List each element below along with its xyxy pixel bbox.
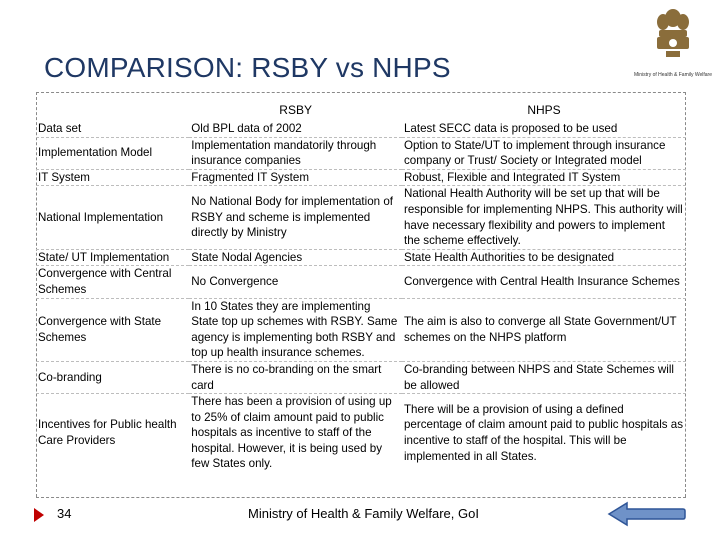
rsby-cell: No Convergence [189,266,402,298]
rsby-cell: State Nodal Agencies [189,249,402,266]
rsby-cell: There has been a provision of using up to 25% of claim amount paid to public hospitals as incentive to staff of the hospital. However, it is being used by few States only. [191,395,392,471]
back-arrow-icon [609,503,685,525]
nhps-cell: Option to State/UT to implement through insurance company or Trust/ Society or Integrated model [402,137,686,169]
comparison-table [36,101,686,472]
table-row [36,249,686,266]
national-emblem [628,2,718,80]
row-label: Data set [36,121,189,137]
nhps-cell: National Health Authority will be set up that will be responsible for implementing NHPS. This authority will have necessary flexibility and powers to implement the scheme effectively. [402,186,686,249]
row-label: IT System [36,169,189,186]
slide-title: COMPARISON: RSBY vs NHPS [44,52,451,83]
header-nhps: NHPS [527,103,561,118]
emblem-caption: Ministry of Health & Family Welfare [634,72,712,78]
header-rsby: RSBY [279,103,312,118]
table-row [36,121,686,137]
table-row [36,169,686,186]
bullet-marker-icon [34,508,44,522]
row-label: Convergence with State Schemes [36,298,189,361]
table-row [36,186,686,249]
table-row [36,266,686,298]
footer-ministry: Ministry of Health & Family Welfare, GoI [248,506,479,521]
header-blank [36,101,189,121]
row-label: National Implementation [36,186,189,249]
table-row [36,137,686,169]
nhps-cell: There will be a provision of using a defined percentage of claim amount paid to public hospitals as incentive to staff of the hospital. This will be implemented in all States. [403,402,684,463]
nhps-cell: Robust, Flexible and Integrated IT System [402,169,686,186]
page-number: 34 [57,506,72,521]
row-label: State/ UT Implementation [36,249,189,266]
rsby-cell: There is no co-branding on the smart card [189,361,402,393]
top-divider [36,92,686,93]
table-row [36,361,686,393]
table-row [36,298,686,361]
rsby-cell: Old BPL data of 2002 [189,121,402,137]
rsby-cell: In 10 States they are implementing State top up schemes with RSBY. Same agency is implementing both RSBY and top up health insurance schemes. [189,298,402,361]
row-label: Implementation Model [36,137,189,169]
nhps-cell: Latest SECC data is proposed to be used [402,121,686,137]
nhps-cell: Convergence with Central Health Insurance Schemes [402,266,686,298]
emblem-icon [657,9,689,57]
rsby-cell: Fragmented IT System [189,169,402,186]
bottom-divider [36,497,686,498]
row-label: Convergence with Central Schemes [36,266,189,298]
table-row [36,394,686,472]
nhps-cell: Co-branding between NHPS and State Schemes will be allowed [402,361,686,393]
table-header-row [36,101,686,121]
row-label: Co-branding [36,361,189,393]
rsby-cell: Implementation mandatorily through insurance companies [189,137,402,169]
back-button[interactable] [607,501,687,527]
row-label: Incentives for Public health Care Providers [38,418,177,448]
nhps-cell: The aim is also to converge all State Government/UT schemes on the NHPS platform [402,298,686,361]
rsby-cell: No National Body for implementation of RSBY and scheme is implemented directly by Ministry [189,186,402,249]
nhps-cell: State Health Authorities to be designated [402,249,686,266]
